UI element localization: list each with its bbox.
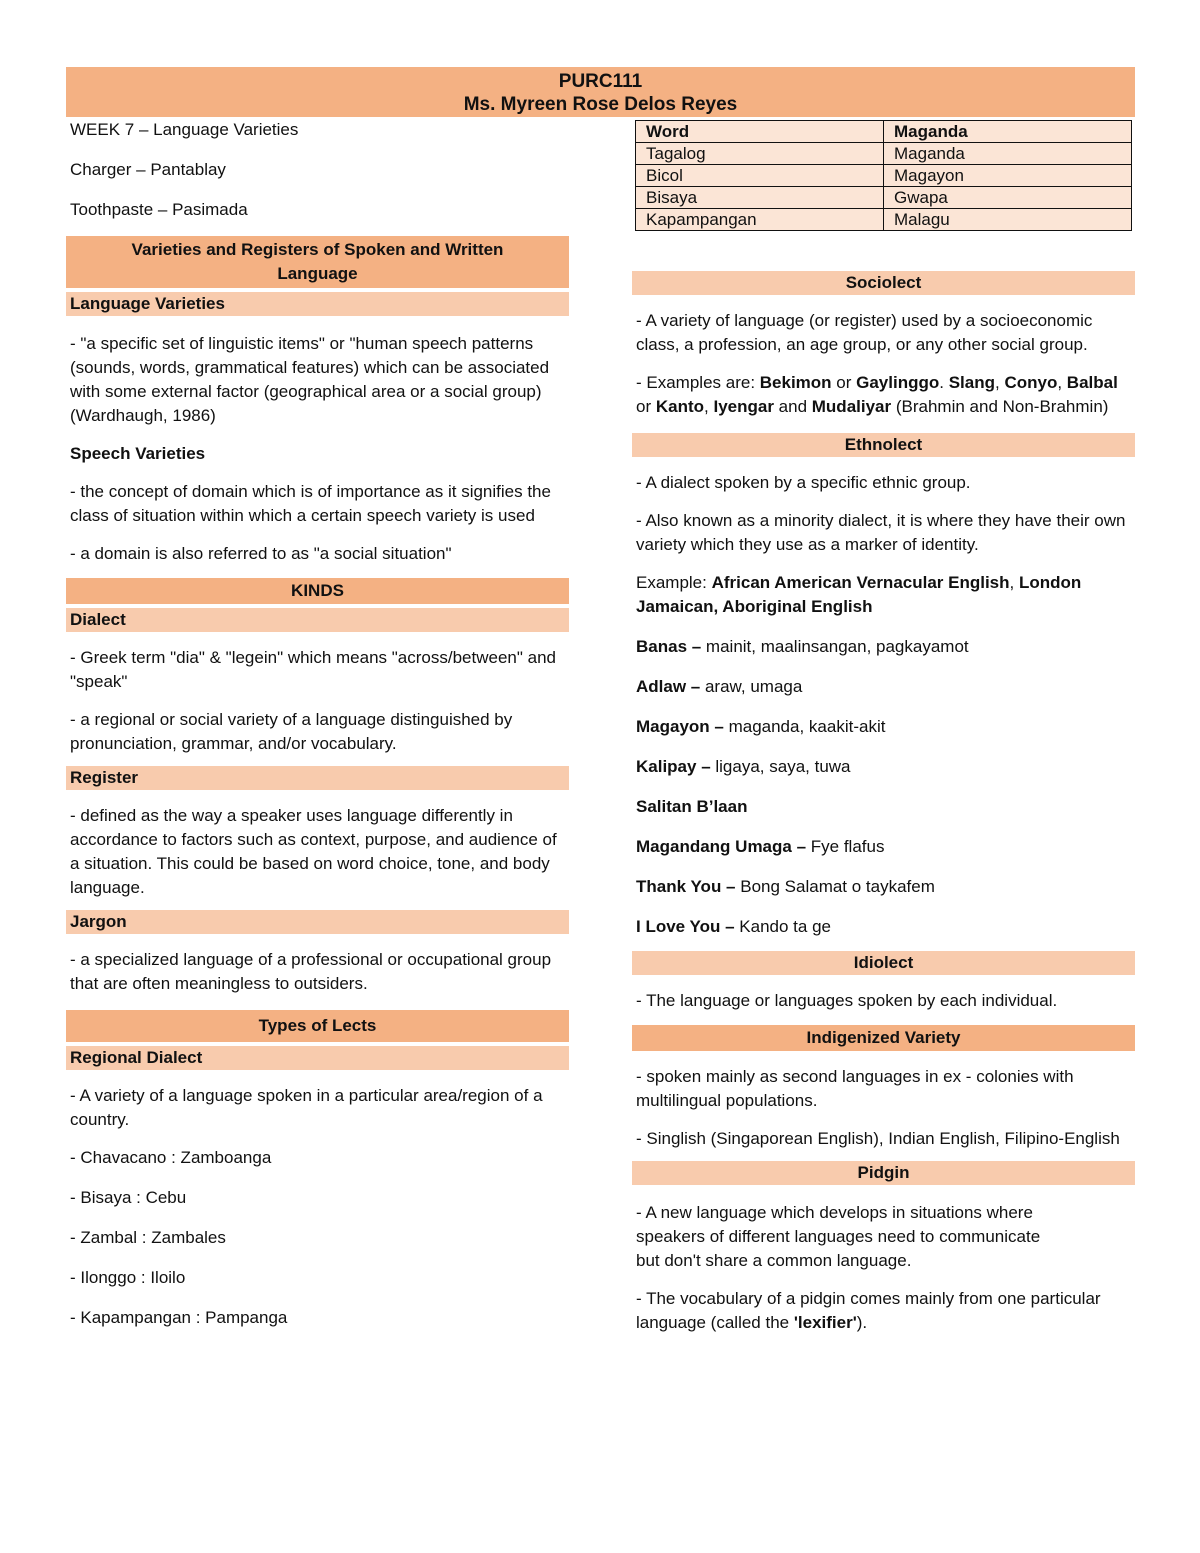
register-heading: Register <box>66 766 569 790</box>
speech-varieties-heading: Speech Varieties <box>70 444 206 463</box>
table-cell: Gwapa <box>884 187 1132 209</box>
pidgin-heading: Pidgin <box>632 1161 1135 1185</box>
types-of-lects-header: Types of Lects <box>66 1010 569 1042</box>
table-cell: Tagalog <box>636 143 884 165</box>
sociolect-text: - A variety of language (or register) used by a socioeconomic class, a profession, an age group, or any other social group. <box>636 311 1093 354</box>
regional-dialect-text: - A variety of a language spoken in a particular area/region of a country. <box>70 1086 543 1129</box>
speech-varieties-text-1: - the concept of domain which is of importance as it signifies the class of situation within which a certain speech variety is used <box>70 482 551 525</box>
indigenized-text-1: - spoken mainly as second languages in ex - colonies with multilingual populations. <box>636 1067 1074 1110</box>
regional-example: - Ilonggo : Iloilo <box>70 1268 186 1287</box>
term-entry: Adlaw – araw, umaga <box>636 677 803 696</box>
table-row <box>636 187 1132 209</box>
charger-term: Charger – Pantablay <box>70 160 226 179</box>
right-column <box>632 118 1135 1335</box>
regional-example: - Chavacano : Zamboanga <box>70 1148 272 1167</box>
table-header-cell: Word <box>636 121 884 143</box>
document-header <box>66 67 1135 117</box>
indigenized-text-2: - Singlish (Singaporean English), Indian English, Filipino-English <box>636 1129 1120 1148</box>
table-row <box>636 165 1132 187</box>
pidgin-text-1: - A new language which develops in situations where speakers of different languages need to communicate but don't share a common language. <box>636 1203 1041 1270</box>
ethnolect-example: Example: African American Vernacular English, London Jamaican, Aboriginal English <box>636 573 1082 616</box>
course-code: PURC111 <box>558 71 643 92</box>
ethnolect-text-2: - Also known as a minority dialect, it is where they have their own variety which they use as a marker of identity. <box>636 511 1126 554</box>
table-cell: Magayon <box>884 165 1132 187</box>
blaan-heading: Salitan B’laan <box>636 797 748 816</box>
pidgin-text-2: - The vocabulary of a pidgin comes mainly from one particular language (called the 'lexifier'). <box>636 1289 1101 1332</box>
term-entry: Banas – mainit, maalinsangan, pagkayamot <box>636 637 969 656</box>
jargon-heading: Jargon <box>66 910 569 934</box>
idiolect-text: - The language or languages spoken by each individual. <box>636 991 1058 1010</box>
language-varieties-text: - "a specific set of linguistic items" or "human speech patterns (sounds, words, grammatical features) which can be associated with some external factor (geographical area or a social group) (Wardhaugh, 1986) <box>70 334 550 425</box>
table-header-row <box>636 121 1132 143</box>
jargon-text: - a specialized language of a professional or occupational group that are often meaningless to outsiders. <box>70 950 552 993</box>
kinds-header: KINDS <box>66 578 569 604</box>
table-row <box>636 209 1132 231</box>
week-title: WEEK 7 – Language Varieties <box>70 120 299 139</box>
idiolect-heading: Idiolect <box>632 951 1135 975</box>
word-translation-table <box>635 120 1132 231</box>
term-entry: Kalipay – ligaya, saya, tuwa <box>636 757 851 776</box>
varieties-header: Varieties and Registers of Spoken and Written Language <box>66 236 569 288</box>
regional-example: - Bisaya : Cebu <box>70 1188 187 1207</box>
register-text: - defined as the way a speaker uses language differently in accordance to factors such as context, purpose, and audience of a situation. This could be based on word choice, tone, and body language. <box>70 806 557 897</box>
regional-dialect-heading: Regional Dialect <box>66 1046 569 1070</box>
sociolect-examples: - Examples are: Bekimon or Gaylinggo. Slang, Conyo, Balbal or Kanto, Iyengar and Mudaliyar (Brahmin and Non-Brahmin) <box>636 373 1118 416</box>
table-cell: Maganda <box>884 143 1132 165</box>
term-entry: Magayon – maganda, kaakit-akit <box>636 717 886 736</box>
left-column <box>66 118 569 1330</box>
regional-example: - Kapampangan : Pampanga <box>70 1308 288 1327</box>
ethnolect-text-1: - A dialect spoken by a specific ethnic group. <box>636 473 971 492</box>
dialect-heading: Dialect <box>66 608 569 632</box>
ethnolect-heading: Ethnolect <box>632 433 1135 457</box>
toothpaste-term: Toothpaste – Pasimada <box>70 200 248 219</box>
speech-varieties-text-2: - a domain is also referred to as "a social situation" <box>70 544 452 563</box>
dialect-text-2: - a regional or social variety of a language distinguished by pronunciation, grammar, and/or vocabulary. <box>70 710 513 753</box>
table-row <box>636 143 1132 165</box>
dialect-text-1: - Greek term "dia" & "legein" which means "across/between" and "speak" <box>70 648 556 691</box>
sociolect-heading: Sociolect <box>632 271 1135 295</box>
table-cell: Kapampangan <box>636 209 884 231</box>
table-header-cell: Maganda <box>884 121 1132 143</box>
regional-example: - Zambal : Zambales <box>70 1228 226 1247</box>
term-entry: I Love You – Kando ta ge <box>636 917 831 936</box>
term-entry: Thank You – Bong Salamat o taykafem <box>636 877 935 896</box>
table-cell: Bicol <box>636 165 884 187</box>
instructor-name: Ms. Myreen Rose Delos Reyes <box>463 94 738 115</box>
table-cell: Bisaya <box>636 187 884 209</box>
language-varieties-heading: Language Varieties <box>66 292 569 316</box>
indigenized-variety-header: Indigenized Variety <box>632 1025 1135 1051</box>
table-cell: Malagu <box>884 209 1132 231</box>
term-entry: Magandang Umaga – Fye flafus <box>636 837 885 856</box>
